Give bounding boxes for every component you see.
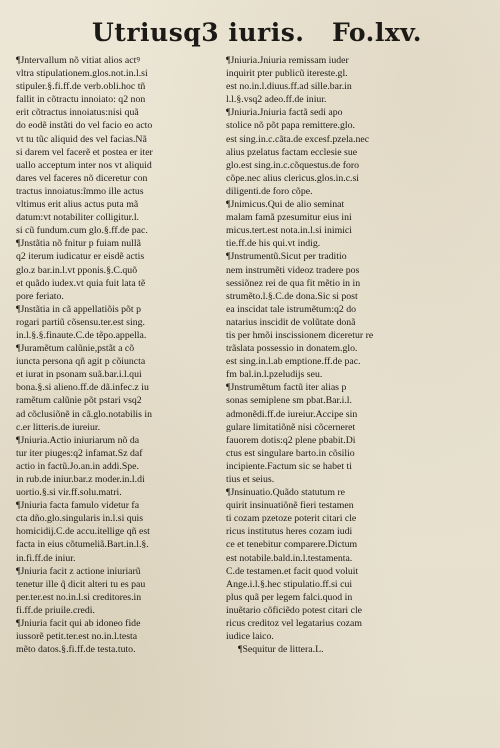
text-line: in.l.§.§.finaute.C.de tẽpo.appella. [16,329,147,341]
text-line: fallit in cõtractu innoiato: q2 non [16,94,146,106]
text-line: admonẽdi.ff.de iureiur.Accipe sin [226,408,358,420]
text-line: tractus innoiatus:ĩmmo ille actus [16,185,144,197]
text-line: strumẽto.l.§.C.de dona.Sic si post [226,290,358,302]
text-line: gulare limitatiõnẽ nisi cõcerneret [226,421,356,433]
text-line: quirit insinuatiõnẽ fieri testamen [226,500,354,512]
text-line: q2 iterum iudicatur er eisdẽ actis [16,251,145,263]
text-line: ¶Jniuria facit z actione iniuriarũ [16,565,141,577]
text-line: natarius inscidit de volũtate donã [226,316,356,328]
text-line: uortio.§.si vir.ff.solu.matri. [16,487,122,499]
text-line: stolice nõ põt papa remittere.glo. [226,120,355,132]
text-line: ¶Jntervallum nõ vitiat alios actꝰ [16,55,141,66]
text-line: ricus institutus heres cozam iudi [226,526,353,538]
text-line: tis per hmõi inscissionem diceretur re [226,329,374,341]
text-line: ¶Jnimicus.Qui de alio seminat [226,199,345,211]
text-line: stipuler.§.fi.ff.de verb.obli.hoc tñ [16,81,146,93]
text-line: mẽto datos.§.fi.ff.de testa.tuto. [16,644,136,656]
text-line: ¶Jniuria.Jniuria remissam iuder [226,55,349,66]
text-line: tur iter piuges:q2 infamat.Sz daf [16,447,143,459]
text-line: alius pzelatus factam ecclesie sue [226,146,358,158]
text-line: iuncta persona qñ agit p cõiuncta [16,356,146,368]
text-line: ¶Jniuria facit qui ab idoneo fide [16,618,141,630]
text-line: iudice laico. [226,631,274,643]
text-line: trãslata possessio in donatem.glo. [226,343,358,355]
text-line: ¶Jnstrumentũ.Sicut per traditio [226,251,347,263]
text-line: ¶Jnstãtia nõ fnitur p fuiam nullã [16,238,141,250]
text-line: bona.§.si alieno.ff.de dã.infec.z iu [16,382,149,394]
text-line: sonas semiplene sm pbat.Bar.i.l. [226,395,352,407]
text-line: ad cõclusiõnẽ in cã.glo.notabilis in [16,408,153,420]
text-line: do eodẽ instãti do vel facio eo acto [16,120,153,132]
text-line: si cũ fundum.cum glo.§.ff.de pac. [16,225,148,237]
text-line: est sing.in.l.ab emptione.ff.de pac. [226,356,361,368]
text-line: et iurat in psonam suã.bar.i.l.qui [16,369,142,381]
text-line: Ange.i.l.§.hec stipulatio.ff.si cui [226,578,353,590]
text-line: ¶Sequitur de littera.L. [238,644,324,656]
text-line: C.de testamen.et facit quod voluit [226,565,359,577]
text-line: ¶Jnsinuatio.Quãdo statutum re [226,487,345,499]
text-line: glo.est sing.in.c.cõquestus.de foro [226,159,360,171]
text-line: homicidij.C.de accu.itellige qñ est [16,526,150,538]
text-line: l.l.§.vsq2 adeo.ff.de iniur. [226,94,327,106]
text-line: iussorẽ petit.ter.est no.in.l.testa [16,631,138,643]
text-line: ti cozam pzetoze poterit citari cle [226,513,357,525]
folio-number: Fo.lxv. [332,18,422,47]
text-line: datum:vt notabiliter colligitur.l. [16,212,139,224]
text-line: ricus creditoz vel legatarius cozam [226,618,363,630]
text-line: fm bal.in.l.pzeludijs seu. [226,369,323,381]
text-line: vt tu tũc aliquid des vel facias.Nã [16,133,147,145]
text-line: glo.z bar.in.l.vt pponis.§.C.quõ [16,264,138,276]
text-line: facta in eius cõtumeliã.Bart.in.l.§. [16,539,149,551]
text-line: in rub.de iniur.bar.z moder.in.l.di [16,474,145,485]
text-line: ¶Jniuria facta famulo videtur fa [16,500,140,512]
text-line: rogari partiũ cõsensu.ter.est sing. [16,316,145,328]
text-line: tenetur ille q̃ dicit alteri tu es pau [16,578,146,590]
right-text-column [226,54,426,656]
running-title: Utriusq3 iuris. [92,18,305,47]
text-line: ¶Jnstãtia in cã appellatiõis põt p [16,303,141,315]
text-line: cõpe.nec alius clericus.glos.in.c.si [226,172,360,184]
text-line: ce et tenebitur comparere.Dictum [226,539,358,551]
text-line: ctus est singulare barto.in cõsilio [226,447,355,459]
left-text-column [16,54,216,656]
text-line: est sing.in.c.cãta.de excesf.pzela.nec [226,133,370,145]
text-line: fauorem dotis:q2 plene pbabit.Di [226,434,356,446]
text-line: vltimus erit alius actus puta mã [16,199,139,211]
text-line: ramẽtum calũnie põt pstari vsq2 [16,395,142,407]
text-line: dares vel faceres nõ diceretur con [16,172,148,184]
text-line: tie.ff.de his qui.vt indig. [226,238,321,250]
text-line: uallo acceptum inter nos vt aliquid [16,159,152,171]
text-line: ¶Jniuria.Jniuria factã sedi apo [226,107,343,119]
text-line: c.er litteris.de iureiur. [16,421,101,433]
text-line: erit cõtractus innoiatus:nisi quã [16,107,139,119]
text-line: si darem vel facerẽ et postea er iter [16,146,153,158]
text-line: pore feriato. [16,290,64,302]
text-line: micus.tert.est nota.in.l.si inimici [226,225,352,237]
text-line: est notabile.bald.in.l.testamenta. [226,552,353,564]
text-line: plus quã per legem falci.quod in [226,591,353,603]
text-line: inuẽtario cõficiẽdo potest citari cle [226,604,363,616]
text-line: malam famã pzesumitur eius ini [226,212,352,224]
text-line: ¶Jnstrumẽtum factũ iter alias p [226,382,347,394]
text-line: sessiõnez rei de qua fit mẽtio in in [226,277,361,289]
text-line: in.fi.ff.de iniur. [16,552,76,564]
text-line: ea inscidat tale istrumẽtum:q2 do [226,303,357,315]
text-line: fi.ff.de priuile.credi. [16,604,95,616]
text-line: est no.in.l.diuus.ff.ad sille.bar.in [226,81,352,93]
text-line: diligenti.de foro cõpe. [226,185,313,197]
text-line: ¶Jniuria.Actio iniuriarum nõ da [16,434,140,446]
text-line: tius et seius. [226,474,275,485]
text-line: nem instrumẽti videoz tradere pos [226,264,360,276]
text-line: vltra stipulationem.glos.not.in.l.si [16,68,148,80]
text-line: actio in factũ.Jo.an.in addi.Spe. [16,460,139,472]
text-line: ¶Juramẽtum calũnie,pstãt a cõ [16,343,135,355]
text-line: per.ter.est no.in.l.si creditores.in [16,591,142,603]
text-line: inquirit pter publicũ itereste.gl. [226,68,348,80]
text-line: cta dño.glo.singularis in.l.si quis [16,513,144,525]
text-line: et quãdo iudex.vt quia fuit lata tẽ [16,277,146,289]
text-line: incipiente.Factum sic se habet ti [226,460,352,472]
